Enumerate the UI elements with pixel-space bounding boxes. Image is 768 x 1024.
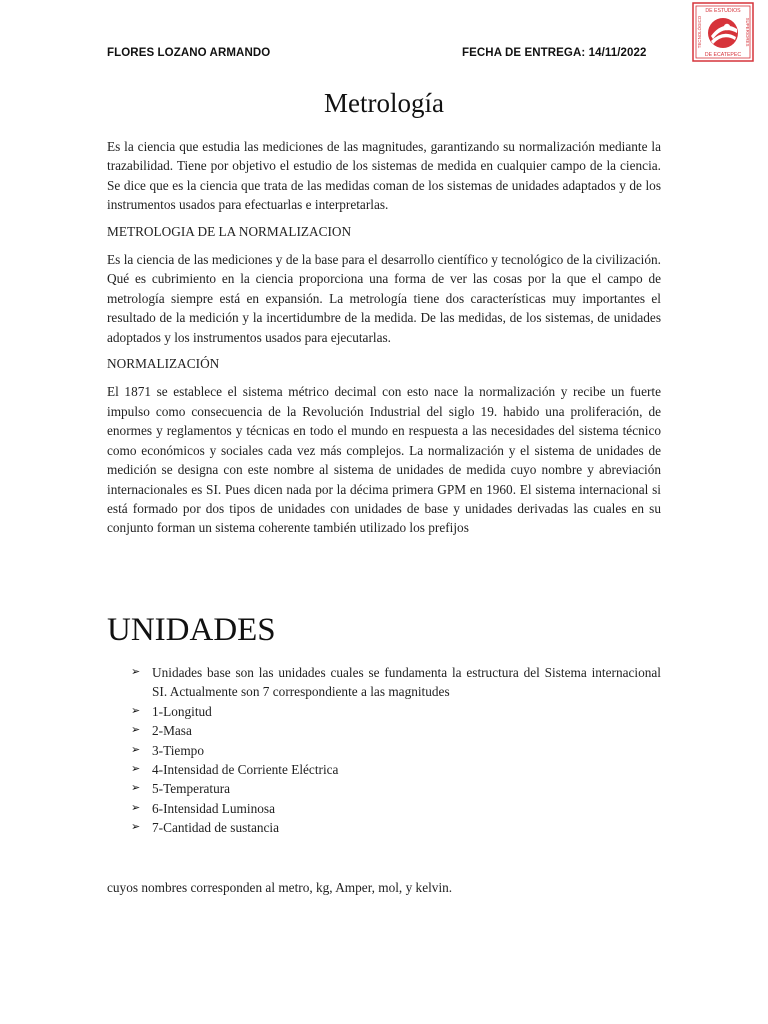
list-item: ➢ 5-Temperatura [131,779,661,798]
page-title: Metrología [324,88,444,118]
normalization-metrology-paragraph: Es la ciencia de las mediciones y de la base para el desarrollo científico y tecnológico de la civilización. Qué es cubrimiento en la ciencia proporciona una forma de ver las cosas por la que el campo de metrología siempre está en expansión. La metrología tiene dos características muy importantes el resultado de la medición y la incertidumbre de la medida. De las medidas, de los sistemas, de unidades adoptados y los instrumentos usados para ejecutarlas. [107,252,661,345]
arrow-bullet-icon: ➢ [131,704,141,717]
normalization-paragraph: El 1871 se establece el sistema métrico decimal con esto nace la normalización y recibe un fuerte impulso como consecuencia de la Revolución Industrial del siglo 19. habido una proliferación, de enormes y reglamentos y técnicas en todo el mundo en respuesta a las necesidades del sistema técnico como económicos y sociales cada vez más complejos. La normalización y el sistema de unidades de medición se designa con este nombre al sistema de unidades de medida cuyo nombre y abreviación internacionales es SI. Pues dicen nada por la décima primera GPM en 1960. El sistema internacional si está formado por dos tipos de unidades con unidades de base y unidades derivadas las cuales en su conjunto forman un sistema coherente también utilizado los prefijos [107,384,661,536]
list-item: ➢ 1-Longitud [131,702,661,721]
list-item: ➢ 4-Intensidad de Corriente Eléctrica [131,760,661,779]
section-heading: NORMALIZACIÓN [107,356,220,372]
logo-text-top: DE ESTUDIOS [705,8,741,14]
arrow-bullet-icon: ➢ [131,763,141,776]
arrow-bullet-icon: ➢ [131,724,141,737]
arrow-bullet-icon: ➢ [131,801,141,814]
author-name: FLORES LOZANO ARMANDO [107,47,271,59]
due-date: FECHA DE ENTREGA: 14/11/2022 [462,47,647,59]
list-item: ➢ 3-Tiempo [131,741,661,760]
units-list [131,663,661,838]
arrow-bullet-icon: ➢ [131,821,141,834]
document-body [107,137,661,545]
logo-text-bottom: DE ECATEPEC [704,52,742,58]
list-item: ➢ 6-Intensidad Luminosa [131,799,661,818]
logo-text-right: SUPERIORES [745,17,750,47]
section-heading: METROLOGIA DE LA NORMALIZACION [107,223,352,239]
list-item: ➢ Unidades base son las unidades cuales se fundamenta la estructura del Sistema internacional SI. Actualmente son 7 correspondiente a las magnitudes [131,665,661,700]
intro-paragraph: Es la ciencia que estudia las mediciones de las magnitudes, garantizando su normalización mediante la trazabilidad. Tiene por objetivo el estudio de los sistemas de medida en cualquier campo de la ciencia. Se dice que es la ciencia que trata de las medidas coman de los sistemas de unidades adaptados y de los instrumentos usados para efectuarlas e interpretarlas. [107,139,661,213]
list-item: ➢ 7-Cantidad de sustancia [131,818,661,837]
closing-paragraph: cuyos nombres corresponden al metro, kg, Amper, mol, y kelvin. [107,880,453,895]
list-item: ➢ 2-Masa [131,721,661,740]
units-heading: UNIDADES [107,612,276,648]
arrow-bullet-icon: ➢ [131,782,141,795]
arrow-bullet-icon: ➢ [131,743,141,756]
institution-logo-icon [692,2,754,62]
arrow-bullet-icon: ➢ [131,666,141,678]
logo-text-left: TECNOLÓGICO [697,15,702,49]
